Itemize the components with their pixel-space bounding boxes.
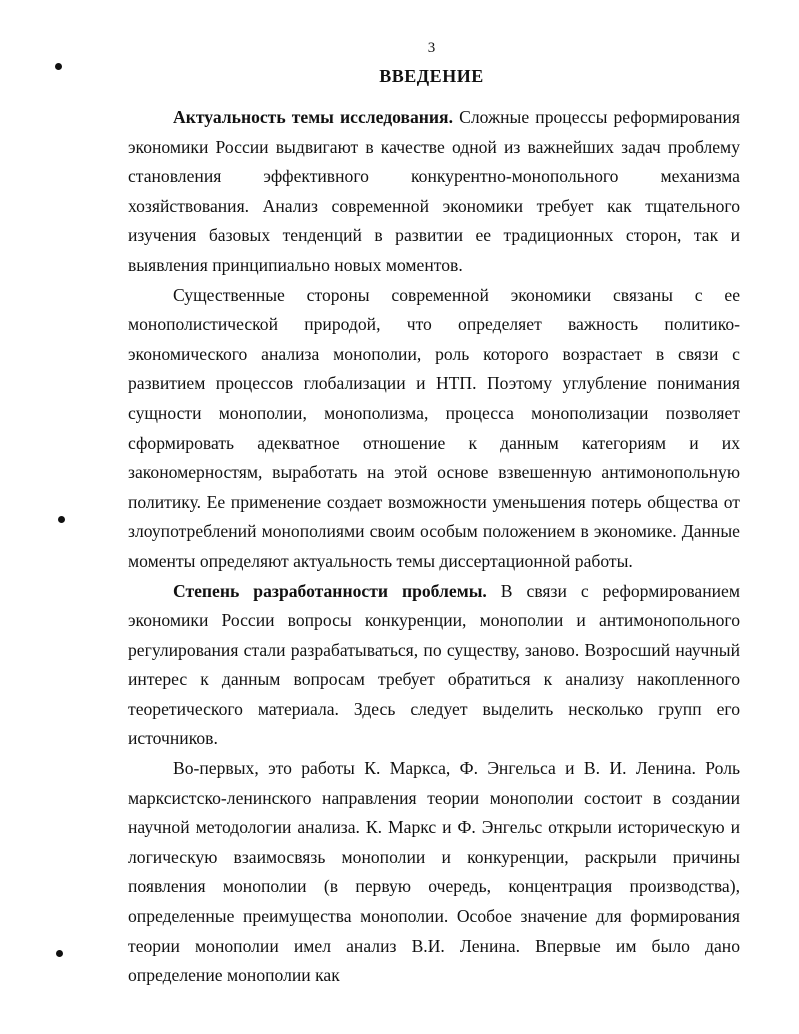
scan-margin-dot <box>58 516 65 523</box>
scan-margin-dot <box>55 63 62 70</box>
paragraph-relevance <box>128 103 740 281</box>
paragraph-text: Во-первых, это работы К. Маркса, Ф. Энгельса и В. И. Ленина. Роль марксистско-ленинского направления теории монополии состоит в создании научной методологии анализа. К. Маркс и Ф. Энгельс открыли историческую и логическую взаимосвязь монополии и конкуренции, раскрыли причины появления монополии (в первую очередь, концентрация производства), определенные преимущества монополии. Особое значение для формирования теории монополии имел анализ В.И. Ленина. Впервые им было дано определение монополии как <box>128 758 740 986</box>
document-body <box>128 103 740 991</box>
paragraph-lead: Степень разработанности проблемы. <box>173 580 487 601</box>
paragraph-degree-of-development <box>128 577 740 755</box>
paragraph-monopoly-nature <box>128 281 740 577</box>
scan-margin-dot <box>56 950 63 957</box>
page-title: ВВЕДЕНИЕ <box>379 66 484 86</box>
page-number: 3 <box>427 40 436 56</box>
paragraph-text: Существенные стороны современной экономики связаны с ее монополистической природой, что определяет важность политико-экономического анализа монополии, роль которого возрастает в связи с развитием процессов глобализации и НТП. Поэтому углубление понимания сущности монополии, монополизма, процесса монополизации позволяет сформировать адекватное отношение к данным категориям и их закономерностям, выработать на этой основе взвешенную антимонопольную политику. Ее применение создает возможности уменьшения потерь общества от злоупотреблений монополиями своим особым положением в экономике. Данные моменты определяют актуальность темы диссертационной работы. <box>128 284 740 571</box>
paragraph-text: В связи с реформированием экономики России вопросы конкуренции, монополии и антимонопольного регулирования стали разрабатываться, по существу, заново. Возросший научный интерес к данным вопросам требует обратиться к анализу накопленного теоретического материала. Здесь следует выделить несколько групп его источников. <box>128 580 740 749</box>
paragraph-text: Сложные процессы реформирования экономики России выдвигают в качестве одной из важнейших задач проблему становления эффективного конкурентно-монопольного механизма хозяйствования. Анализ современной экономики требует как тщательного изучения базовых тенденций в развитии ее традиционных сторон, так и выявления принципиально новых моментов. <box>128 107 740 275</box>
paragraph-lead: Актуальность темы исследования. <box>173 107 453 127</box>
paragraph-first-sources <box>128 754 740 991</box>
